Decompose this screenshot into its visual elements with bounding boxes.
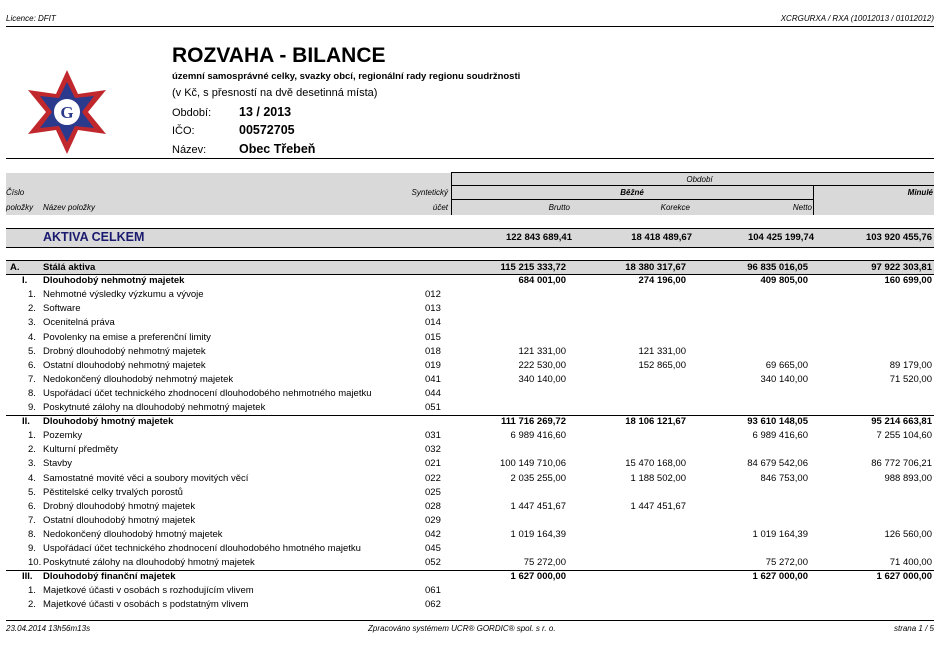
row-name: Stálá aktiva xyxy=(43,262,96,273)
row-number: II. xyxy=(22,416,30,428)
row-account: 014 xyxy=(425,317,441,329)
row-name: Dlouhodobý finanční majetek xyxy=(43,571,176,583)
row-account: 018 xyxy=(425,345,441,357)
row-name: Majetkové účasti v osobách s podstatným vlivem xyxy=(43,599,249,611)
row-name: Ostatní dlouhodobý nehmotný majetek xyxy=(43,359,206,371)
footer-timestamp: 23.04.2014 13h56m13s xyxy=(6,624,91,633)
col-korekce: Korekce xyxy=(660,203,690,212)
row-name: Stavby xyxy=(43,458,73,470)
table-row xyxy=(0,542,948,556)
report-code: XCRGURXA / RXA (10012013 / 01012012) xyxy=(780,14,934,23)
row-name: Drobný dlouhodobý nehmotný majetek xyxy=(43,345,206,357)
row-number: 7. xyxy=(28,373,36,385)
row-account: 025 xyxy=(425,486,441,498)
table-row xyxy=(0,500,948,514)
table-row xyxy=(0,443,948,457)
footer-rule xyxy=(6,620,934,621)
row-number: 4. xyxy=(28,331,36,343)
row-korekce: 152 865,00 xyxy=(638,359,686,371)
table-row xyxy=(0,584,948,598)
row-account: 013 xyxy=(425,303,441,315)
row-minule: 7 255 104,60 xyxy=(876,430,932,442)
row-name: Uspořádací účet technického zhodnocení dlouhodobého nehmotného majetku xyxy=(43,387,372,399)
row-korekce: 1 188 502,00 xyxy=(630,472,686,484)
total-row xyxy=(6,228,934,248)
row-account: 021 xyxy=(425,458,441,470)
row-number: 3. xyxy=(28,317,36,329)
row-account: 045 xyxy=(425,543,441,554)
row-minule: 97 922 303,81 xyxy=(871,262,932,273)
table-row xyxy=(0,457,948,471)
row-minule: 95 214 663,81 xyxy=(871,416,932,428)
row-brutto: 100 149 710,06 xyxy=(499,458,566,470)
table-row xyxy=(0,486,948,500)
row-number: 3. xyxy=(28,458,36,470)
row-brutto: 1 019 164,39 xyxy=(510,528,566,540)
row-number: 6. xyxy=(28,500,36,512)
row-brutto: 222 530,00 xyxy=(518,359,566,371)
row-account: 051 xyxy=(425,402,441,413)
row-korekce: 1 447 451,67 xyxy=(630,500,686,512)
table-row xyxy=(0,316,948,330)
row-number: 8. xyxy=(28,528,36,540)
row-korekce: 18 380 317,67 xyxy=(625,262,686,273)
row-account: 022 xyxy=(425,472,441,484)
row-account: 012 xyxy=(425,289,441,301)
col-synteticky: Syntetický xyxy=(411,188,448,197)
row-brutto: 121 331,00 xyxy=(518,345,566,357)
row-number: 4. xyxy=(28,472,36,484)
row-name: Ocenitelná práva xyxy=(43,317,115,329)
row-korekce: 15 470 168,00 xyxy=(625,458,686,470)
row-netto: 93 610 148,05 xyxy=(747,416,808,428)
row-number: 6. xyxy=(28,359,36,371)
col-cislo: Číslo xyxy=(6,188,25,197)
table-row xyxy=(0,401,948,415)
row-netto: 409 805,00 xyxy=(760,275,808,287)
table-row xyxy=(0,359,948,373)
row-brutto: 115 215 333,72 xyxy=(500,262,566,273)
row-netto: 69 665,00 xyxy=(765,359,808,371)
row-number: III. xyxy=(22,571,33,583)
row-korekce: 18 106 121,67 xyxy=(625,416,686,428)
row-account: 031 xyxy=(425,430,441,442)
row-name: Povolenky na emise a preferenční limity xyxy=(43,331,211,343)
row-netto: 846 753,00 xyxy=(760,472,808,484)
row-korekce: 274 196,00 xyxy=(638,275,686,287)
ico-label: IČO: xyxy=(172,125,195,137)
row-brutto: 6 989 416,60 xyxy=(510,430,566,442)
row-brutto: 111 716 269,72 xyxy=(501,416,566,428)
table-row xyxy=(0,556,948,570)
row-number: 9. xyxy=(28,402,36,413)
row-name: Dlouhodobý hmotný majetek xyxy=(43,416,174,428)
row-name: Ostatní dlouhodobý hmotný majetek xyxy=(43,514,196,526)
period-value: 13 / 2013 xyxy=(239,105,292,119)
row-minule: 89 179,00 xyxy=(889,359,932,371)
table-row xyxy=(0,387,948,401)
col-netto: Netto xyxy=(792,203,812,212)
row-account: 028 xyxy=(425,500,441,512)
ico-value: 00572705 xyxy=(239,123,295,137)
table-row xyxy=(0,429,948,443)
table-row xyxy=(0,472,948,486)
row-netto: 96 835 016,05 xyxy=(747,262,808,273)
total-brutto: 122 843 689,41 xyxy=(505,232,572,243)
table-row xyxy=(0,514,948,528)
group-row xyxy=(0,570,948,584)
row-number: 7. xyxy=(28,514,36,526)
footer-page: strana 1 / 5 xyxy=(893,624,934,633)
period-label: Období: xyxy=(172,107,212,119)
row-netto: 340 140,00 xyxy=(760,373,808,385)
table-row xyxy=(0,598,948,612)
row-minule: 126 560,00 xyxy=(884,528,932,540)
row-number: 8. xyxy=(28,387,36,399)
row-name: Software xyxy=(43,303,81,315)
header-rule xyxy=(6,158,934,159)
row-account: 042 xyxy=(425,528,441,540)
row-name: Pěstitelské celky trvalých porostů xyxy=(43,486,183,498)
document-subtitle: územní samosprávné celky, svazky obcí, regionální rady regionu soudržnosti xyxy=(172,71,521,82)
row-minule: 86 772 706,21 xyxy=(871,458,932,470)
col-minule: Minulé xyxy=(907,188,933,197)
row-name: Kulturní předměty xyxy=(43,444,118,456)
row-netto: 1 019 164,39 xyxy=(752,528,808,540)
row-brutto: 340 140,00 xyxy=(518,373,566,385)
row-name: Uspořádací účet technického zhodnocení dlouhodobého hmotného majetku xyxy=(43,543,361,554)
row-brutto: 1 627 000,00 xyxy=(510,571,566,583)
table-row xyxy=(0,331,948,345)
row-netto: 84 679 542,06 xyxy=(747,458,808,470)
row-name: Nehmotné výsledky výzkumu a vývoje xyxy=(43,289,204,301)
table-row xyxy=(0,345,948,359)
row-number: 2. xyxy=(28,599,36,611)
row-number: I. xyxy=(22,275,28,287)
group-row xyxy=(0,274,948,288)
total-label: AKTIVA CELKEM xyxy=(43,230,145,244)
row-account: 061 xyxy=(425,585,441,597)
row-name: Poskytnuté zálohy na dlouhodobý nehmotný majetek xyxy=(43,402,266,413)
name-label: Název: xyxy=(172,144,207,156)
col-polozky: položky xyxy=(6,203,34,212)
row-number: 5. xyxy=(28,486,36,498)
row-account: 041 xyxy=(425,373,441,385)
row-name: Nedokončený dlouhodobý nehmotný majetek xyxy=(43,373,234,385)
total-minule: 103 920 455,76 xyxy=(865,232,932,243)
row-name: Poskytnuté zálohy na dlouhodobý hmotný majetek xyxy=(43,557,255,569)
row-netto: 6 989 416,60 xyxy=(752,430,808,442)
col-nazev: Název položky xyxy=(43,203,96,212)
row-account: 015 xyxy=(425,331,441,343)
row-name: Pozemky xyxy=(43,430,83,442)
row-name: Drobný dlouhodobý hmotný majetek xyxy=(43,500,196,512)
document-title: ROZVAHA - BILANCE xyxy=(172,44,386,67)
row-account: 052 xyxy=(425,557,441,569)
row-account: 029 xyxy=(425,514,441,526)
top-bar xyxy=(6,12,934,27)
total-netto: 104 425 199,74 xyxy=(747,232,814,243)
row-brutto: 75 272,00 xyxy=(523,557,566,569)
section-row xyxy=(6,260,934,275)
row-account: 044 xyxy=(425,387,441,399)
logo-letter: G xyxy=(60,103,74,122)
col-obdobi: Období xyxy=(686,175,713,184)
table-row xyxy=(0,373,948,387)
unit-note: (v Kč, s přesností na dvě desetinná místa) xyxy=(172,87,378,99)
row-netto: 1 627 000,00 xyxy=(752,571,808,583)
col-ucet: účet xyxy=(432,203,448,212)
row-minule: 988 893,00 xyxy=(884,472,932,484)
col-brutto: Brutto xyxy=(548,203,570,212)
row-name: Nedokončený dlouhodobý hmotný majetek xyxy=(43,528,223,540)
row-number: 5. xyxy=(28,345,36,357)
row-number: 1. xyxy=(28,585,36,597)
row-account: 032 xyxy=(425,444,441,456)
row-brutto: 2 035 255,00 xyxy=(510,472,566,484)
row-korekce: 121 331,00 xyxy=(638,345,686,357)
name-value: Obec Třebeň xyxy=(239,142,316,156)
row-brutto: 1 447 451,67 xyxy=(510,500,566,512)
row-name: Samostatné movité věci a soubory movitých věcí xyxy=(43,472,249,484)
row-brutto: 684 001,00 xyxy=(518,275,566,287)
row-netto: 75 272,00 xyxy=(765,557,808,569)
footer-processed: Zpracováno systémem UCR® GORDIC® spol. s r. o. xyxy=(368,624,556,633)
row-account: 019 xyxy=(425,359,441,371)
total-korekce: 18 418 489,67 xyxy=(631,232,692,243)
row-account: 062 xyxy=(425,599,441,611)
license-text: Licence: DFIT xyxy=(6,14,56,23)
table-row xyxy=(0,528,948,542)
row-number: 2. xyxy=(28,444,36,456)
row-number: 9. xyxy=(28,543,36,554)
table-row xyxy=(0,302,948,316)
table-row xyxy=(0,288,948,302)
row-number: 2. xyxy=(28,303,36,315)
col-bezne: Běžné xyxy=(620,188,644,197)
row-name: Majetkové účasti v osobách s rozhodujícím vlivem xyxy=(43,585,254,597)
row-minule: 160 699,00 xyxy=(884,275,932,287)
row-minule: 71 400,00 xyxy=(889,557,932,569)
gordic-logo-icon xyxy=(22,68,112,156)
group-row xyxy=(0,415,948,429)
row-number: 1. xyxy=(28,289,36,301)
row-minule: 71 520,00 xyxy=(889,373,932,385)
row-minule: 1 627 000,00 xyxy=(876,571,932,583)
row-number: 10. xyxy=(28,557,42,569)
row-number: A. xyxy=(10,262,20,273)
row-number: 1. xyxy=(28,430,36,442)
row-name: Dlouhodobý nehmotný majetek xyxy=(43,275,185,287)
